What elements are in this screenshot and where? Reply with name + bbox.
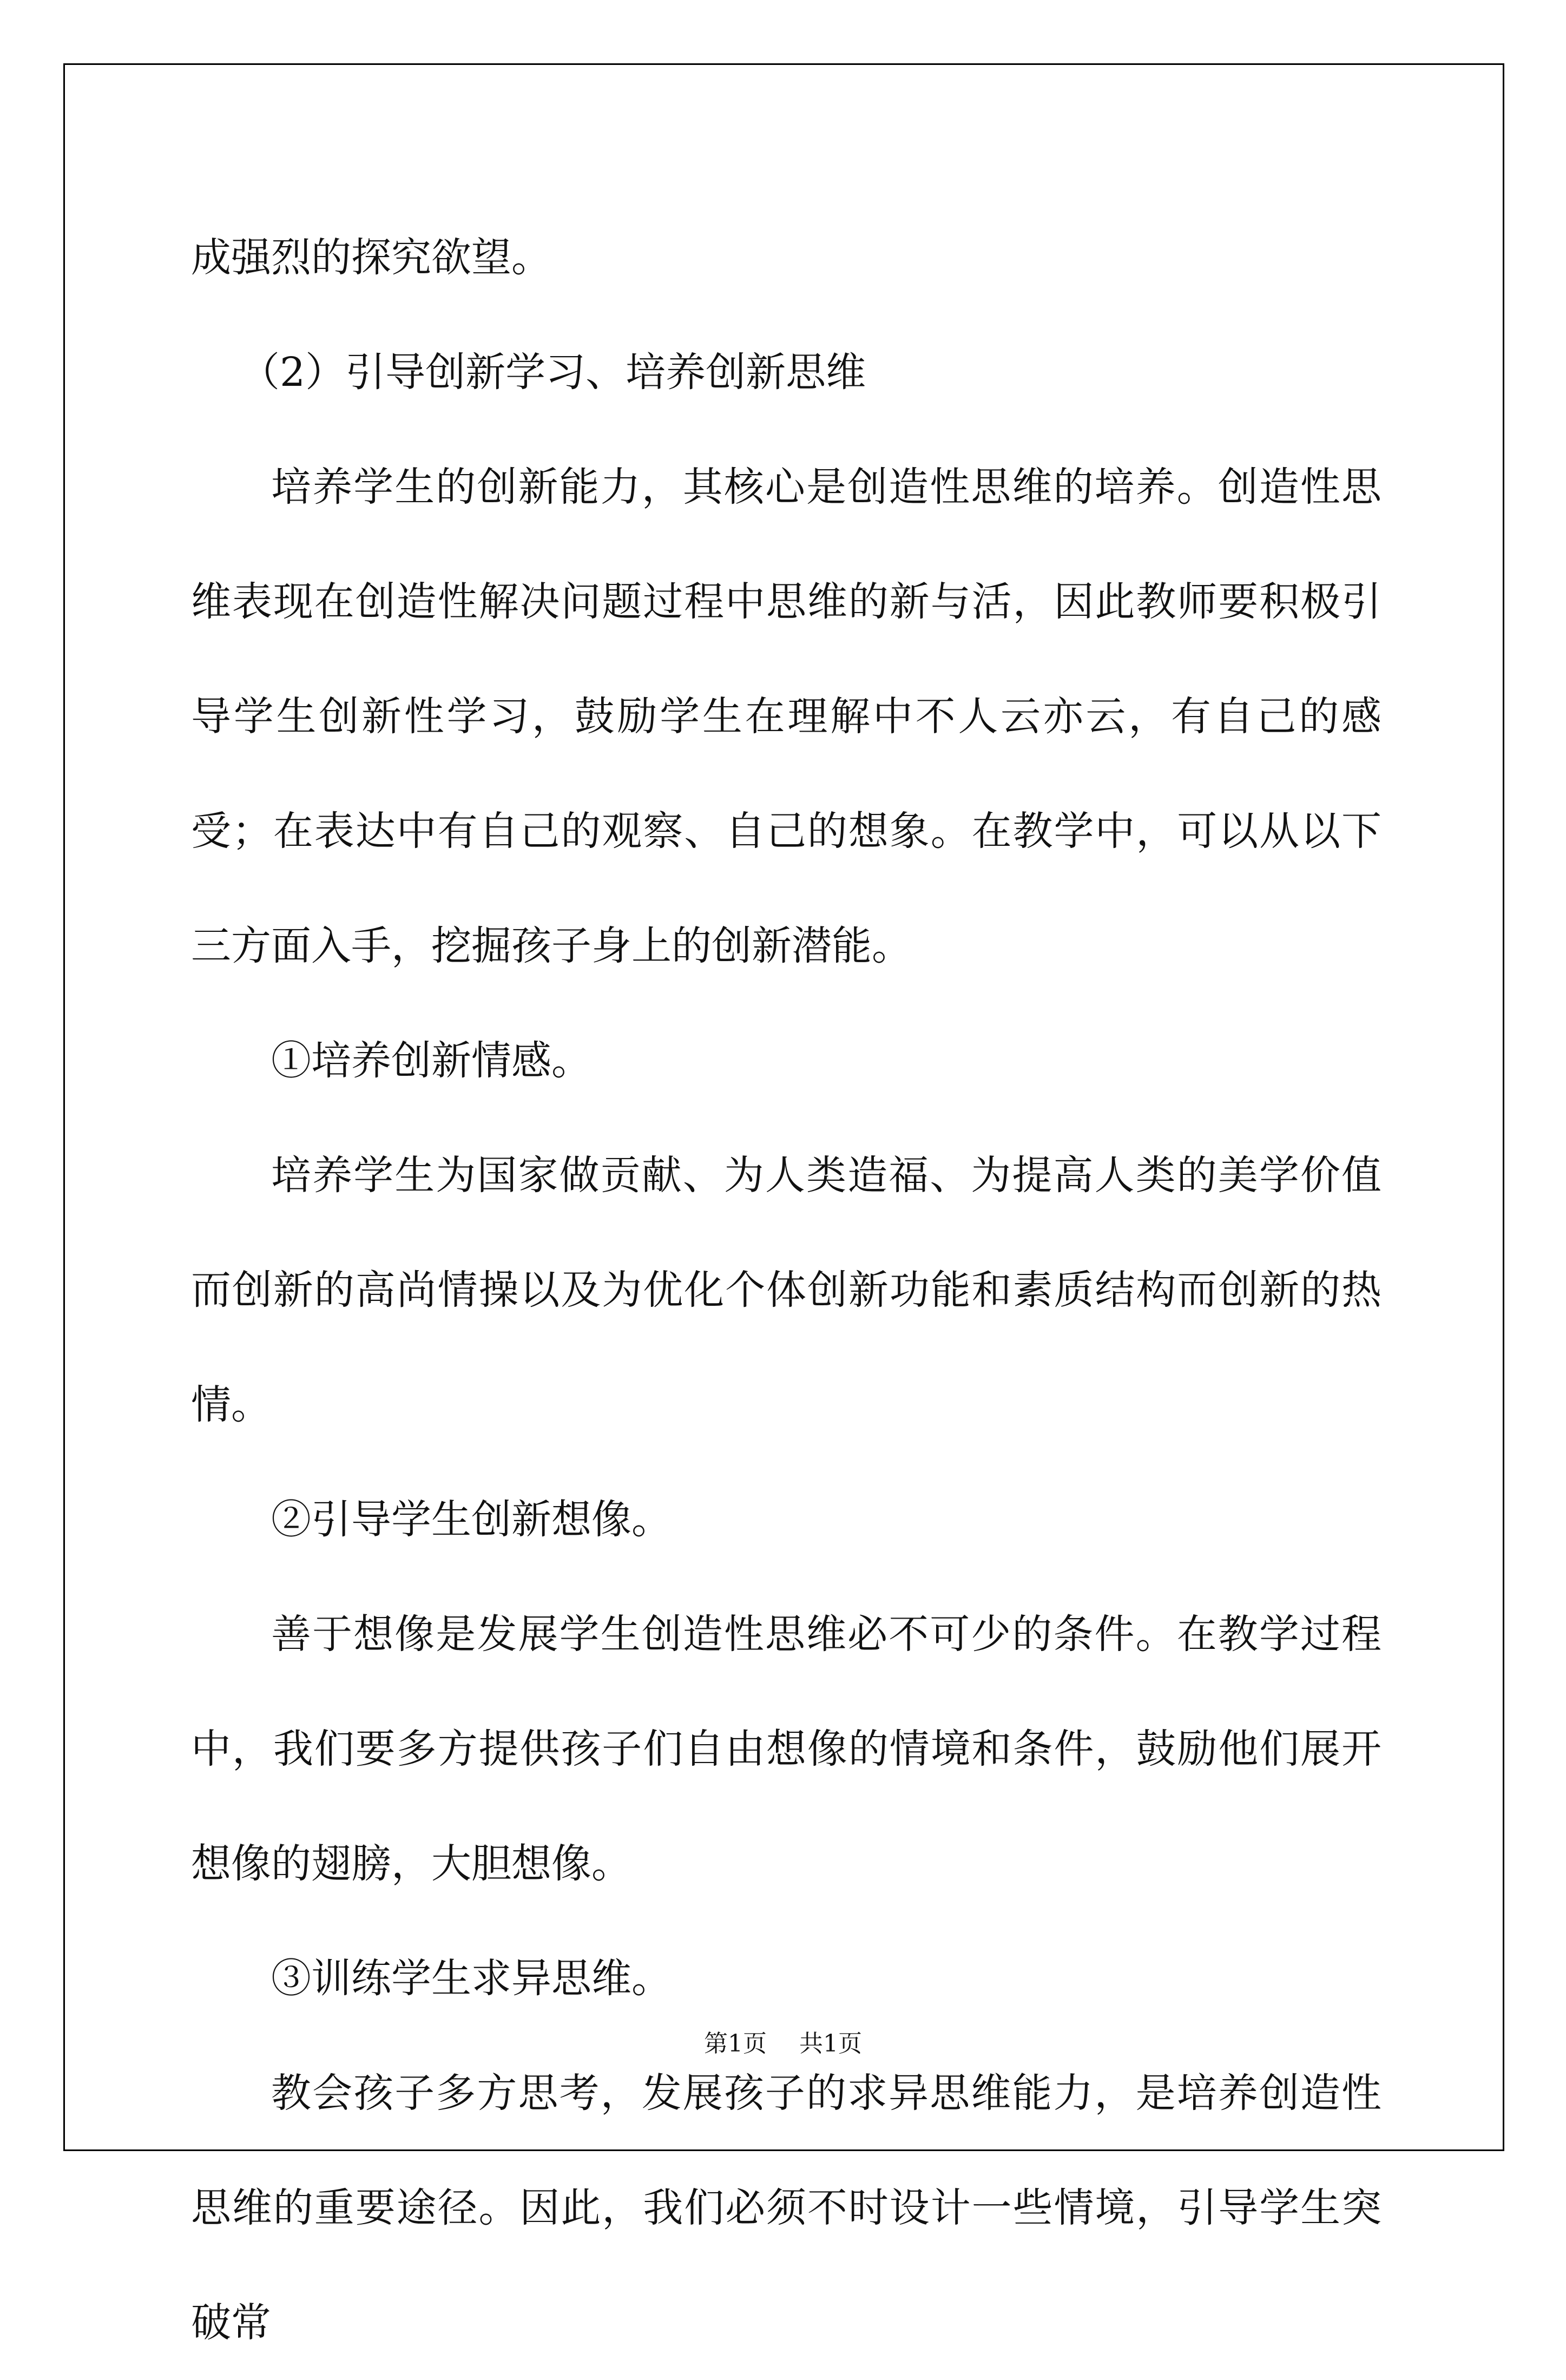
page-total: 共1页 <box>799 2030 862 2057</box>
page-footer <box>0 2024 1566 2059</box>
subheading: ①培养创新情感。 <box>271 1037 591 1084</box>
paragraph: 教会孩子多方思考，发展孩子的求异思维能力，是培养创造性思维的重要途径。因此，我们必须不时设计一些情境，引导学生突破常 <box>191 2070 1381 2346</box>
page-number: 第1页 <box>704 2030 767 2057</box>
section-heading: （2）引导创新学习、培养创新思维 <box>240 349 866 396</box>
paragraph-continuation: 成强烈的探究欲望。 <box>191 234 551 281</box>
paragraph: 培养学生为国家做贡献、为人类造福、为提高人类的美学价值而创新的高尚情操以及为优化个体创新功能和素质结构而创新的热情。 <box>191 1152 1381 1428</box>
subheading: ③训练学生求异思维。 <box>271 1955 672 2002</box>
subheading: ②引导学生创新想像。 <box>271 1496 672 1543</box>
paragraph: 善于想像是发展学生创造性思维必不可少的条件。在教学过程中，我们要多方提供孩子们自由想像的情境和条件，鼓励他们展开想像的翅膀，大胆想像。 <box>191 1611 1381 1887</box>
paragraph: 培养学生的创新能力，其核心是创造性思维的培养。创造性思维表现在创造性解决问题过程中思维的新与活，因此教师要积极引导学生创新性学习，鼓励学生在理解中不人云亦云，有自己的感受；在表达中有自己的观察、自己的想象。在教学中，可以从以下三方面入手，挖掘孩子身上的创新潜能。 <box>191 464 1381 969</box>
